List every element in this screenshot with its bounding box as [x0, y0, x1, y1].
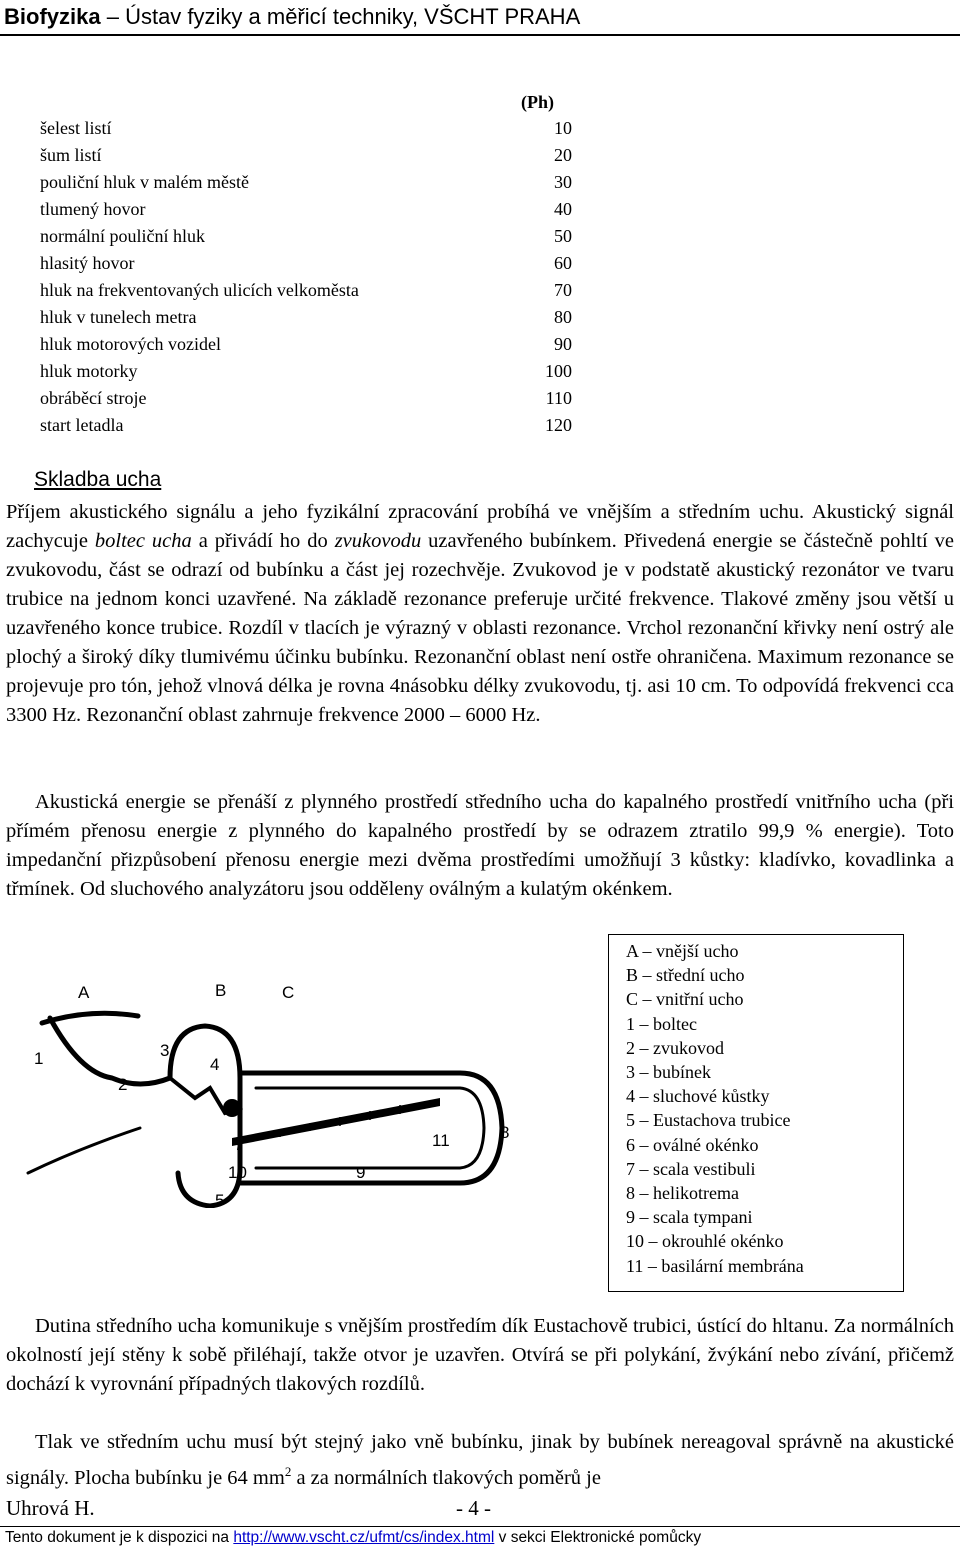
header-rule — [0, 34, 960, 36]
paragraph-eustachian: Dutina středního ucha komunikuje s vnějším prostředím dík Eustachově trubici, ústící do hltanu. Za normálních okolností její stěny k sobě přiléhají, takže otvor je uzavřen. Otvírá se při polykání, žvýkání nebo zívání, přičemž dochází k vyrovnání případných tlakových rozdílů. — [6, 1315, 954, 1395]
table-row — [40, 145, 580, 172]
loudness-value: 50 — [554, 226, 572, 246]
fig-label-b: B — [215, 981, 227, 1000]
loudness-value: 90 — [554, 334, 572, 354]
fig-num-1: 1 — [34, 1049, 44, 1068]
fig-num-6: 6 — [234, 1098, 244, 1117]
loudness-value: 80 — [554, 307, 572, 327]
table-unit-header: (Ph) — [521, 92, 554, 112]
noise-source: start letadla — [40, 415, 124, 435]
fig-num-10: 10 — [228, 1163, 247, 1182]
fig-num-2: 2 — [118, 1075, 128, 1094]
ear-outer-line — [42, 1013, 138, 1023]
legend-item: A – vnější ucho — [626, 941, 739, 961]
fig-num-5: 5 — [215, 1191, 225, 1208]
legend-item: 11 – basilární membrána — [626, 1255, 804, 1276]
noise-source: šelest listí — [40, 118, 112, 138]
basilar-membrane — [232, 1098, 440, 1146]
loudness-value: 120 — [545, 415, 572, 435]
fig-num-4: 4 — [210, 1055, 220, 1074]
figure-legend — [608, 934, 904, 1292]
legend-item: 5 – Eustachova trubice — [626, 1110, 791, 1131]
loudness-value: 30 — [554, 172, 572, 192]
legend-item: 3 – bubínek — [626, 1062, 711, 1082]
paragraph-ossicles: Akustická energie se přenáší z plynného prostředí středního ucha do kapalného prostředí vnitřního ucha (při přímém přenosu energie z plynného do kapalného prostředí by se odrazem ztratilo 99,9 % energie). Toto impedanční přizpůsobení přenosu energie mezi dvěma prostředími umožňují 3 kůstky: kladívko, kovadlinka a třmínek. Od sluchového analyzátoru jsou odděleny oválným a kulatým okénkem. — [6, 791, 954, 900]
fig-label-a: A — [78, 983, 90, 1002]
noise-source: pouliční hluk v malém městě — [40, 172, 249, 192]
noise-source: hlasitý hovor — [40, 253, 135, 273]
legend-item: C – vnitřní ucho — [626, 989, 744, 1010]
table-row — [40, 253, 580, 280]
table-row — [40, 334, 580, 361]
noise-source: hluk motorových vozidel — [40, 334, 221, 354]
ear-canal-line — [50, 1018, 170, 1084]
loudness-value: 100 — [545, 361, 572, 381]
legend-item: 8 – helikotrema — [626, 1183, 739, 1203]
loudness-value: 10 — [554, 118, 572, 138]
fig-num-8: 8 — [500, 1123, 510, 1142]
fig-num-9: 9 — [356, 1163, 366, 1182]
noise-source: hluk motorky — [40, 361, 138, 381]
loudness-value: 20 — [554, 145, 572, 165]
noise-source: normální pouliční hluk — [40, 226, 205, 246]
loudness-value: 60 — [554, 253, 572, 273]
legend-item: 4 – sluchové kůstky — [626, 1086, 770, 1107]
loudness-value: 40 — [554, 199, 572, 219]
table-row — [40, 361, 580, 388]
page-footer — [6, 1496, 954, 1521]
legend-item: 7 – scala vestibuli — [626, 1158, 756, 1179]
page-header — [0, 0, 960, 40]
bottom-bar: Tento dokument je k dispozici na http://www.vscht.cz/ufmt/cs/index.html v sekci Elektronické pomůcky — [0, 1526, 960, 1527]
page-number: - 4 - — [456, 1496, 491, 1520]
table-row — [40, 172, 580, 199]
legend-item: 1 – boltec — [626, 1013, 697, 1034]
legend-item: B – střední ucho — [626, 965, 745, 986]
table-row — [40, 307, 580, 334]
header-course: Biofyzika — [4, 4, 101, 29]
section-title: Skladba ucha — [34, 468, 162, 491]
noise-source: obráběcí stroje — [40, 388, 147, 408]
table-row — [40, 199, 580, 226]
table-row — [40, 415, 580, 442]
table-row — [40, 118, 580, 145]
table-row — [40, 388, 580, 415]
noise-source: hluk na frekventovaných ulicích velkoměsta — [40, 280, 359, 300]
loudness-value: 110 — [545, 388, 572, 408]
legend-item: 2 – zvukovod — [626, 1037, 724, 1058]
noise-source: šum listí — [40, 145, 102, 165]
noise-source: hluk v tunelech metra — [40, 307, 197, 327]
fig-num-7: 7 — [234, 1135, 244, 1154]
fig-num-3: 3 — [160, 1041, 170, 1060]
legend-item: 9 – scala tympani — [626, 1207, 753, 1228]
table-row — [40, 280, 580, 307]
legend-item: 6 – oválné okénko — [626, 1134, 759, 1155]
doc-link[interactable]: http://www.vscht.cz/ufmt/cs/index.html — [233, 1529, 495, 1546]
footer-author: Uhrová H. — [6, 1496, 95, 1520]
ear-diagram — [20, 978, 540, 1208]
legend-item: 10 – okrouhlé okénko — [626, 1231, 784, 1252]
header-institute: – Ústav fyziky a měřicí techniky, VŠCHT PRAHA — [106, 4, 581, 29]
table-row — [40, 226, 580, 253]
paragraph-pressure: Tlak ve středním uchu musí být stejný jako vně bubínku, jinak by bubínek nereagoval správně na akustické signály. Plocha bubínku je 64 $mm^2$ a za normálních tlakových poměrů je — [6, 1431, 954, 1489]
fig-num-11: 11 — [432, 1131, 450, 1150]
loudness-value: 70 — [554, 280, 572, 300]
noise-source: tlumený hovor — [40, 199, 146, 219]
fig-label-c: C — [282, 983, 295, 1002]
paragraph-resonance: Příjem akustického signálu a jeho fyzikální zpracování probíhá ve vnějším a středním uchu. Akustický signál zachycuje boltec ucha a přivádí ho do zvukovodu uzavřeného bubínkem. Přivedená energie se částečně pohltí ve zvukovodu, část se odrazí od bubínku a část jej rozechvěje. Zvukovod je v podstatě akustický rezonátor ve tvaru trubice na jednom konci uzavřené. Na základě rezonance preferuje určité frekvence. Tlakové změny jsou větší u uzavřeného konce trubice. Rozdíl v tlacích je výrazný v oblasti rezonance. Vrchol rezonanční křivky není ostrý ale plochý a široký díky tlumivému účinku bubínku. Rezonanční oblast není ostře ohraničena. Maximum rezonance se projevuje pro tón, jehož vlnová délka je rovna 4násobku délky zvukovodu, tj. asi 10 cm. To odpovídá frekvenci cca 3300 Hz. Rezonanční oblast zahrnuje frekvence 2000 – 6000 Hz. — [6, 501, 954, 726]
